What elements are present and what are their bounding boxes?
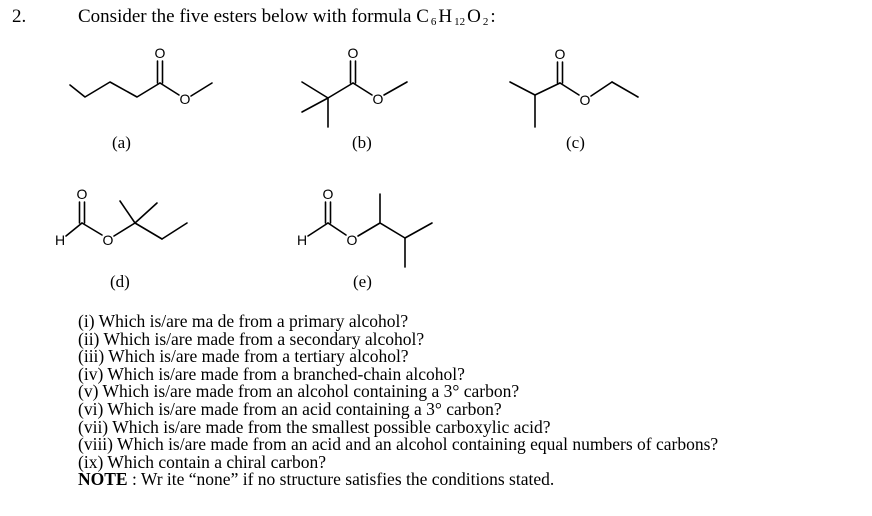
structure-a — [70, 61, 212, 97]
question-number: 2. — [12, 6, 27, 27]
structure-b — [302, 61, 407, 127]
structure-d — [66, 201, 187, 239]
structure-c — [510, 62, 638, 127]
atom-o-carbonyl-a: O — [154, 45, 166, 61]
sub-question-list — [78, 313, 718, 489]
atom-o-carbonyl-b: O — [347, 45, 359, 61]
label-b: (b) — [352, 133, 372, 152]
sub-question-viii: (viii) Which is/are made from an acid and an alcohol containing equal numbers of carbons? — [78, 434, 719, 455]
prompt-text: Consider the five esters below with formula — [78, 6, 412, 27]
atom-o-ester-b: O — [372, 91, 384, 107]
atom-o-carbonyl-e: O — [322, 186, 334, 202]
atom-o-carbonyl-d: O — [76, 186, 88, 202]
sub-question-ii: (ii) Which is/are made from a secondary alcohol? — [78, 328, 425, 349]
structure-e — [308, 194, 432, 267]
note-label: NOTE — [78, 469, 128, 490]
note-text: : Wr ite “none” if no structure satisfies the conditions stated. — [127, 469, 555, 490]
sub-question-iii: (iii) Which is/are made from a tertiary alcohol? — [78, 346, 409, 367]
atom-o-carbonyl-c: O — [554, 46, 566, 62]
label-e: (e) — [353, 272, 372, 291]
formula: C $_6$ H $_{12}$ O $_2$ : — [416, 6, 496, 28]
atom-h-d: H — [54, 232, 66, 248]
atom-o-ester-e: O — [346, 232, 358, 248]
atom-o-ester-c: O — [579, 92, 591, 108]
label-d: (d) — [110, 272, 130, 291]
sub-question-vi: (vi) Which is/are made from an acid containing a 3° carbon? — [78, 398, 502, 419]
atom-o-ester-d: O — [102, 232, 114, 248]
sub-question-iv: (iv) Which is/are made from a branched-chain alcohol? — [78, 363, 465, 384]
sub-question-v: (v) Which is/are made from an alcohol containing a 3° carbon? — [78, 381, 520, 402]
label-c: (c) — [566, 133, 585, 152]
atom-h-e: H — [296, 232, 308, 248]
sub-question-ix: (ix) Which contain a chiral carbon? — [78, 451, 326, 472]
note — [78, 471, 718, 489]
sub-question-vii: (vii) Which is/are made from the smallest possible carboxylic acid? — [78, 416, 551, 437]
label-a: (a) — [112, 133, 131, 152]
sub-question-i: (i) Which is/are ma de from a primary alcohol? — [78, 311, 409, 331]
atom-o-ester-a: O — [179, 91, 191, 107]
